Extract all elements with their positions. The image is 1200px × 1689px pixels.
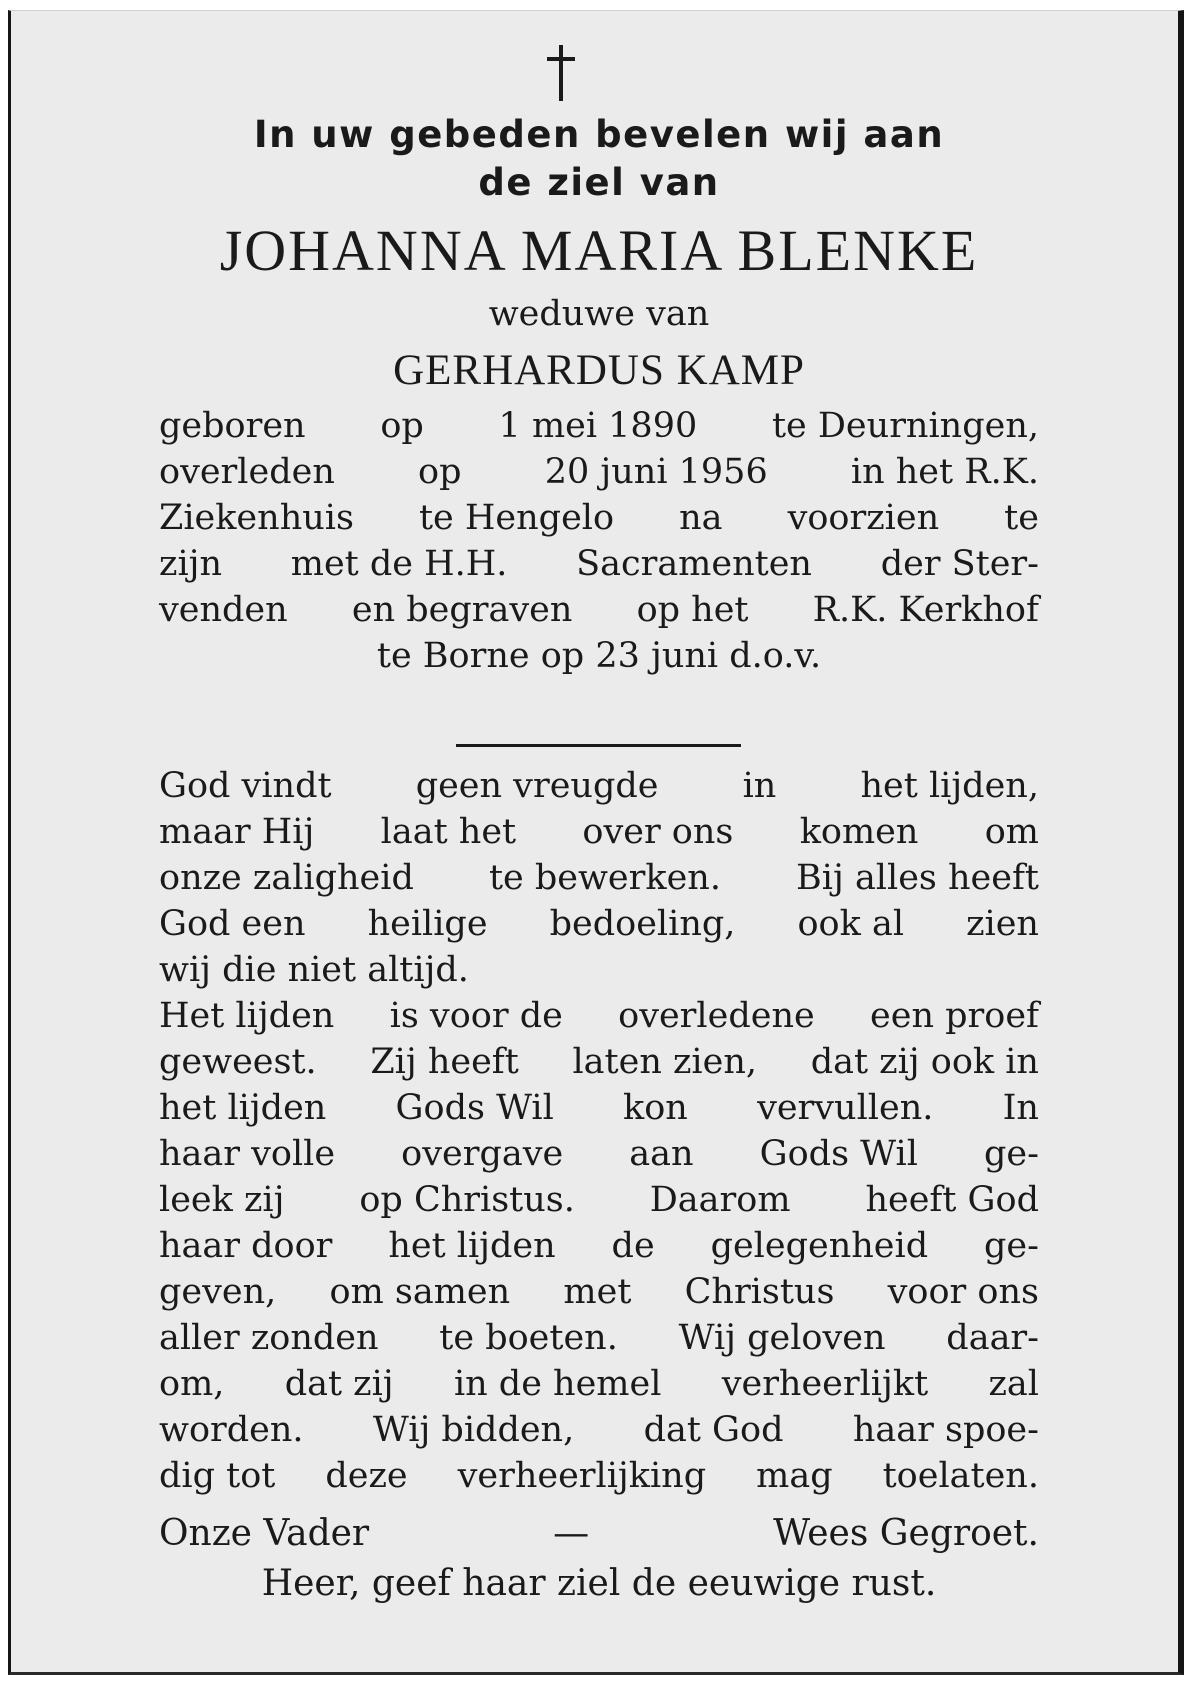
meditation-line: dig tot deze verheerlijking mag toelaten. <box>159 1456 1039 1496</box>
biography <box>159 403 1039 679</box>
biography-line: venden en begraven op het R.K. Kerkhof <box>159 590 1039 630</box>
prayer-separator: — <box>553 1513 590 1554</box>
meditation-line: geweest. Zij heeft laten zien, dat zij ook in <box>159 1042 1039 1082</box>
prayer-right: Wees Gegroet. <box>773 1513 1039 1554</box>
meditation-line: God vindt geen vreugde in het lijden, <box>159 766 1039 806</box>
prayers-row <box>159 1509 1039 1559</box>
meditation-line: haar door het lijden de gelegenheid ge- <box>159 1226 1039 1266</box>
cross-icon <box>541 45 581 101</box>
name-block <box>159 216 1039 400</box>
meditation-line: leek zij op Christus. Daarom heeft God <box>159 1180 1039 1220</box>
biography-line: geboren op 1 mei 1890 te Deurningen, <box>159 406 1039 446</box>
meditation-line: geven, om samen met Christus voor ons <box>159 1272 1039 1312</box>
divider <box>456 744 741 747</box>
deceased-name: JOHANNA MARIA BLENKE <box>219 218 979 283</box>
meditation-line: wij die niet altijd. <box>159 950 469 990</box>
meditation-line: het lijden Gods Wil kon vervullen. In <box>159 1088 1039 1128</box>
memorial-card <box>8 10 1184 1675</box>
closing-block <box>159 1509 1039 1609</box>
intro-line: de ziel van <box>478 161 720 204</box>
widow-of-label: weduwe van <box>488 294 710 334</box>
meditation-line: God een heilige bedoeling, ook al zien <box>159 904 1039 944</box>
meditation-line: haar volle overgave aan Gods Wil ge- <box>159 1134 1039 1174</box>
biography-line: overleden op 20 juni 1956 in het R.K. <box>159 452 1039 492</box>
meditation-line: Het lijden is voor de overledene een proef <box>159 996 1039 1036</box>
meditation-line: aller zonden te boeten. Wij geloven daar- <box>159 1318 1039 1358</box>
intro-line: In uw gebeden bevelen wij aan <box>253 113 945 156</box>
biography-line: Ziekenhuis te Hengelo na voorzien te <box>159 498 1039 538</box>
prayer-left: Onze Vader <box>159 1513 370 1554</box>
meditation-line: om, dat zij in de hemel verheerlijkt zal <box>159 1364 1039 1404</box>
meditation-line: worden. Wij bidden, dat God haar spoe- <box>159 1410 1039 1450</box>
spouse-name: GERHARDUS KAMP <box>393 347 805 394</box>
meditation-line: onze zaligheid te bewerken. Bij alles heeft <box>159 858 1039 898</box>
intro-block <box>159 111 1039 207</box>
biography-last-line: te Borne op 23 juni d.o.v. <box>376 636 822 676</box>
meditation-line: maar Hij laat het over ons komen om <box>159 812 1039 852</box>
closing-prayer: Heer, geef haar ziel de eeuwige rust. <box>261 1563 937 1604</box>
biography-line: zijn met de H.H. Sacramenten der Ster- <box>159 544 1039 584</box>
meditation <box>159 763 1039 1499</box>
